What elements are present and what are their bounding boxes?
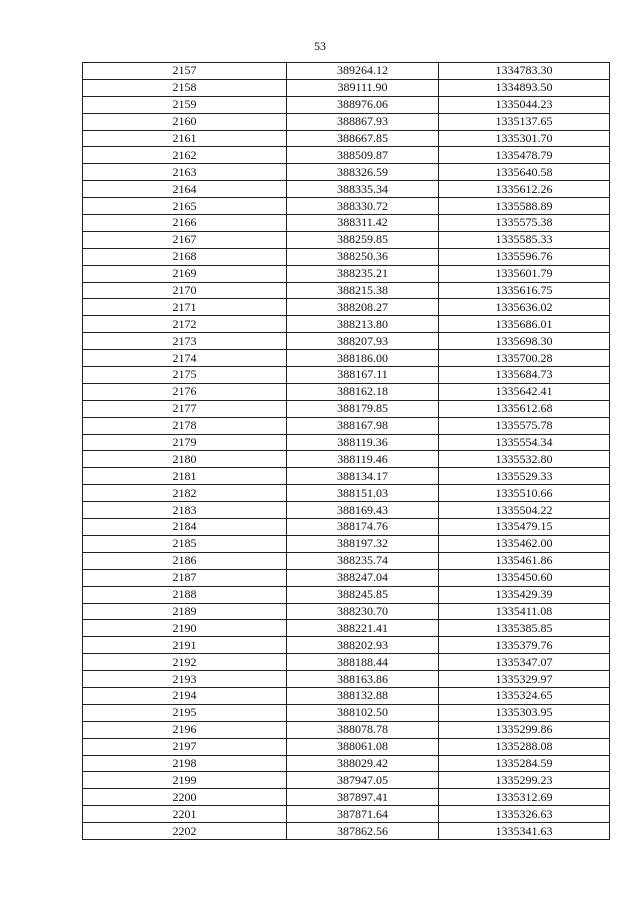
point-number-cell: 2168: [83, 248, 287, 265]
table-row: [83, 586, 610, 603]
table-row: [83, 671, 610, 688]
x-coordinate-cell: 388174.76: [287, 519, 439, 536]
point-number-cell: 2175: [83, 367, 287, 384]
point-number-cell: 2186: [83, 552, 287, 569]
point-number-cell: 2185: [83, 535, 287, 552]
y-coordinate-cell: 1335612.68: [439, 400, 610, 417]
table-row: [83, 502, 610, 519]
x-coordinate-cell: 388188.44: [287, 654, 439, 671]
y-coordinate-cell: 1335554.34: [439, 434, 610, 451]
point-number-cell: 2187: [83, 569, 287, 586]
x-coordinate-cell: 387871.64: [287, 806, 439, 823]
x-coordinate-cell: 388311.42: [287, 215, 439, 232]
point-number-cell: 2160: [83, 113, 287, 130]
x-coordinate-cell: 388179.85: [287, 400, 439, 417]
x-coordinate-cell: 388132.88: [287, 687, 439, 704]
table-row: [83, 265, 610, 282]
point-number-cell: 2188: [83, 586, 287, 603]
table-row: [83, 231, 610, 248]
x-coordinate-cell: 388134.17: [287, 468, 439, 485]
point-number-cell: 2181: [83, 468, 287, 485]
table-row: [83, 79, 610, 96]
x-coordinate-cell: 388162.18: [287, 383, 439, 400]
table-row: [83, 451, 610, 468]
table-row: [83, 130, 610, 147]
point-number-cell: 2198: [83, 755, 287, 772]
table-row: [83, 113, 610, 130]
y-coordinate-cell: 1335700.28: [439, 350, 610, 367]
y-coordinate-cell: 1335575.38: [439, 215, 610, 232]
y-coordinate-cell: 1335529.33: [439, 468, 610, 485]
y-coordinate-cell: 1335347.07: [439, 654, 610, 671]
table-row: [83, 400, 610, 417]
x-coordinate-cell: 388247.04: [287, 569, 439, 586]
y-coordinate-cell: 1335341.63: [439, 823, 610, 840]
x-coordinate-cell: 388250.36: [287, 248, 439, 265]
table-row: [83, 738, 610, 755]
table-row: [83, 485, 610, 502]
table-row: [83, 383, 610, 400]
y-coordinate-cell: 1335429.39: [439, 586, 610, 603]
y-coordinate-cell: 1335299.23: [439, 772, 610, 789]
table-row: [83, 535, 610, 552]
table-row: [83, 215, 610, 232]
point-number-cell: 2162: [83, 147, 287, 164]
y-coordinate-cell: 1335379.76: [439, 637, 610, 654]
point-number-cell: 2172: [83, 316, 287, 333]
y-coordinate-cell: 1335585.33: [439, 231, 610, 248]
point-number-cell: 2193: [83, 671, 287, 688]
table-row: [83, 519, 610, 536]
x-coordinate-cell: 387862.56: [287, 823, 439, 840]
y-coordinate-cell: 1335303.95: [439, 704, 610, 721]
y-coordinate-cell: 1335411.08: [439, 603, 610, 620]
point-number-cell: 2165: [83, 198, 287, 215]
point-number-cell: 2159: [83, 96, 287, 113]
x-coordinate-cell: 388235.74: [287, 552, 439, 569]
x-coordinate-cell: 388259.85: [287, 231, 439, 248]
table-row: [83, 164, 610, 181]
point-number-cell: 2166: [83, 215, 287, 232]
x-coordinate-cell: 388230.70: [287, 603, 439, 620]
x-coordinate-cell: 388167.11: [287, 367, 439, 384]
x-coordinate-cell: 388119.46: [287, 451, 439, 468]
y-coordinate-cell: 1335588.89: [439, 198, 610, 215]
point-number-cell: 2171: [83, 299, 287, 316]
table-row: [83, 299, 610, 316]
y-coordinate-cell: 1335684.73: [439, 367, 610, 384]
y-coordinate-cell: 1335301.70: [439, 130, 610, 147]
y-coordinate-cell: 1335642.41: [439, 383, 610, 400]
x-coordinate-cell: 388169.43: [287, 502, 439, 519]
point-number-cell: 2164: [83, 181, 287, 198]
y-coordinate-cell: 1334783.30: [439, 63, 610, 80]
table-row: [83, 181, 610, 198]
y-coordinate-cell: 1335326.63: [439, 806, 610, 823]
y-coordinate-cell: 1335575.78: [439, 417, 610, 434]
table-row: [83, 333, 610, 350]
x-coordinate-cell: 388197.32: [287, 535, 439, 552]
point-number-cell: 2199: [83, 772, 287, 789]
table-row: [83, 755, 610, 772]
table-row: [83, 147, 610, 164]
table-row: [83, 654, 610, 671]
page-number: 53: [314, 39, 326, 53]
point-number-cell: 2178: [83, 417, 287, 434]
y-coordinate-cell: 1335616.75: [439, 282, 610, 299]
point-number-cell: 2190: [83, 620, 287, 637]
table-row: [83, 637, 610, 654]
y-coordinate-cell: 1335686.01: [439, 316, 610, 333]
x-coordinate-cell: 388151.03: [287, 485, 439, 502]
x-coordinate-cell: 388235.21: [287, 265, 439, 282]
y-coordinate-cell: 1335312.69: [439, 789, 610, 806]
point-number-cell: 2174: [83, 350, 287, 367]
y-coordinate-cell: 1335044.23: [439, 96, 610, 113]
table-row: [83, 569, 610, 586]
point-number-cell: 2179: [83, 434, 287, 451]
y-coordinate-cell: 1335284.59: [439, 755, 610, 772]
x-coordinate-cell: 388208.27: [287, 299, 439, 316]
point-number-cell: 2189: [83, 603, 287, 620]
x-coordinate-cell: 389264.12: [287, 63, 439, 80]
table-row: [83, 603, 610, 620]
table-row: [83, 63, 610, 80]
y-coordinate-cell: 1335450.60: [439, 569, 610, 586]
x-coordinate-cell: 388186.00: [287, 350, 439, 367]
point-number-cell: 2201: [83, 806, 287, 823]
table-row: [83, 704, 610, 721]
table-row: [83, 198, 610, 215]
y-coordinate-cell: 1335479.15: [439, 519, 610, 536]
point-number-cell: 2163: [83, 164, 287, 181]
x-coordinate-cell: 388509.87: [287, 147, 439, 164]
table-row: [83, 282, 610, 299]
point-number-cell: 2170: [83, 282, 287, 299]
point-number-cell: 2180: [83, 451, 287, 468]
point-number-cell: 2202: [83, 823, 287, 840]
table-row: [83, 772, 610, 789]
y-coordinate-cell: 1335137.65: [439, 113, 610, 130]
y-coordinate-cell: 1335504.22: [439, 502, 610, 519]
x-coordinate-cell: 388326.59: [287, 164, 439, 181]
y-coordinate-cell: 1335612.26: [439, 181, 610, 198]
point-number-cell: 2182: [83, 485, 287, 502]
point-number-cell: 2191: [83, 637, 287, 654]
table-row: [83, 350, 610, 367]
x-coordinate-cell: 388335.34: [287, 181, 439, 198]
y-coordinate-cell: 1335596.76: [439, 248, 610, 265]
y-coordinate-cell: 1335478.79: [439, 147, 610, 164]
x-coordinate-cell: 388119.36: [287, 434, 439, 451]
y-coordinate-cell: 1335462.00: [439, 535, 610, 552]
y-coordinate-cell: 1335510.66: [439, 485, 610, 502]
x-coordinate-cell: 388976.06: [287, 96, 439, 113]
point-number-cell: 2157: [83, 63, 287, 80]
point-number-cell: 2176: [83, 383, 287, 400]
y-coordinate-cell: 1335601.79: [439, 265, 610, 282]
point-number-cell: 2194: [83, 687, 287, 704]
x-coordinate-cell: 388202.93: [287, 637, 439, 654]
x-coordinate-cell: 388163.86: [287, 671, 439, 688]
point-number-cell: 2167: [83, 231, 287, 248]
y-coordinate-cell: 1335288.08: [439, 738, 610, 755]
point-number-cell: 2177: [83, 400, 287, 417]
coordinate-table-body: [83, 63, 610, 840]
y-coordinate-cell: 1335385.85: [439, 620, 610, 637]
y-coordinate-cell: 1335698.30: [439, 333, 610, 350]
y-coordinate-cell: 1335636.02: [439, 299, 610, 316]
point-number-cell: 2158: [83, 79, 287, 96]
x-coordinate-cell: 387897.41: [287, 789, 439, 806]
table-row: [83, 552, 610, 569]
y-coordinate-cell: 1335324.65: [439, 687, 610, 704]
table-row: [83, 417, 610, 434]
table-row: [83, 687, 610, 704]
y-coordinate-cell: 1335299.86: [439, 721, 610, 738]
x-coordinate-cell: 388213.80: [287, 316, 439, 333]
x-coordinate-cell: 388867.93: [287, 113, 439, 130]
table-row: [83, 789, 610, 806]
x-coordinate-cell: 388330.72: [287, 198, 439, 215]
table-row: [83, 823, 610, 840]
x-coordinate-cell: 388215.38: [287, 282, 439, 299]
point-number-cell: 2169: [83, 265, 287, 282]
x-coordinate-cell: 388061.08: [287, 738, 439, 755]
x-coordinate-cell: 388102.50: [287, 704, 439, 721]
y-coordinate-cell: 1335329.97: [439, 671, 610, 688]
point-number-cell: 2195: [83, 704, 287, 721]
point-number-cell: 2196: [83, 721, 287, 738]
table-row: [83, 468, 610, 485]
x-coordinate-cell: 388078.78: [287, 721, 439, 738]
x-coordinate-cell: 388221.41: [287, 620, 439, 637]
coordinate-table-container: [82, 62, 609, 840]
table-row: [83, 806, 610, 823]
x-coordinate-cell: 388207.93: [287, 333, 439, 350]
y-coordinate-cell: 1335532.80: [439, 451, 610, 468]
x-coordinate-cell: 388029.42: [287, 755, 439, 772]
table-row: [83, 367, 610, 384]
point-number-cell: 2183: [83, 502, 287, 519]
point-number-cell: 2161: [83, 130, 287, 147]
point-number-cell: 2173: [83, 333, 287, 350]
point-number-cell: 2184: [83, 519, 287, 536]
table-row: [83, 248, 610, 265]
coordinate-table: [82, 62, 610, 840]
table-row: [83, 620, 610, 637]
point-number-cell: 2200: [83, 789, 287, 806]
table-row: [83, 96, 610, 113]
y-coordinate-cell: 1335640.58: [439, 164, 610, 181]
x-coordinate-cell: 388167.98: [287, 417, 439, 434]
y-coordinate-cell: 1335461.86: [439, 552, 610, 569]
table-row: [83, 316, 610, 333]
table-row: [83, 721, 610, 738]
y-coordinate-cell: 1334893.50: [439, 79, 610, 96]
x-coordinate-cell: 389111.90: [287, 79, 439, 96]
table-row: [83, 434, 610, 451]
point-number-cell: 2192: [83, 654, 287, 671]
point-number-cell: 2197: [83, 738, 287, 755]
x-coordinate-cell: 388667.85: [287, 130, 439, 147]
x-coordinate-cell: 388245.85: [287, 586, 439, 603]
x-coordinate-cell: 387947.05: [287, 772, 439, 789]
